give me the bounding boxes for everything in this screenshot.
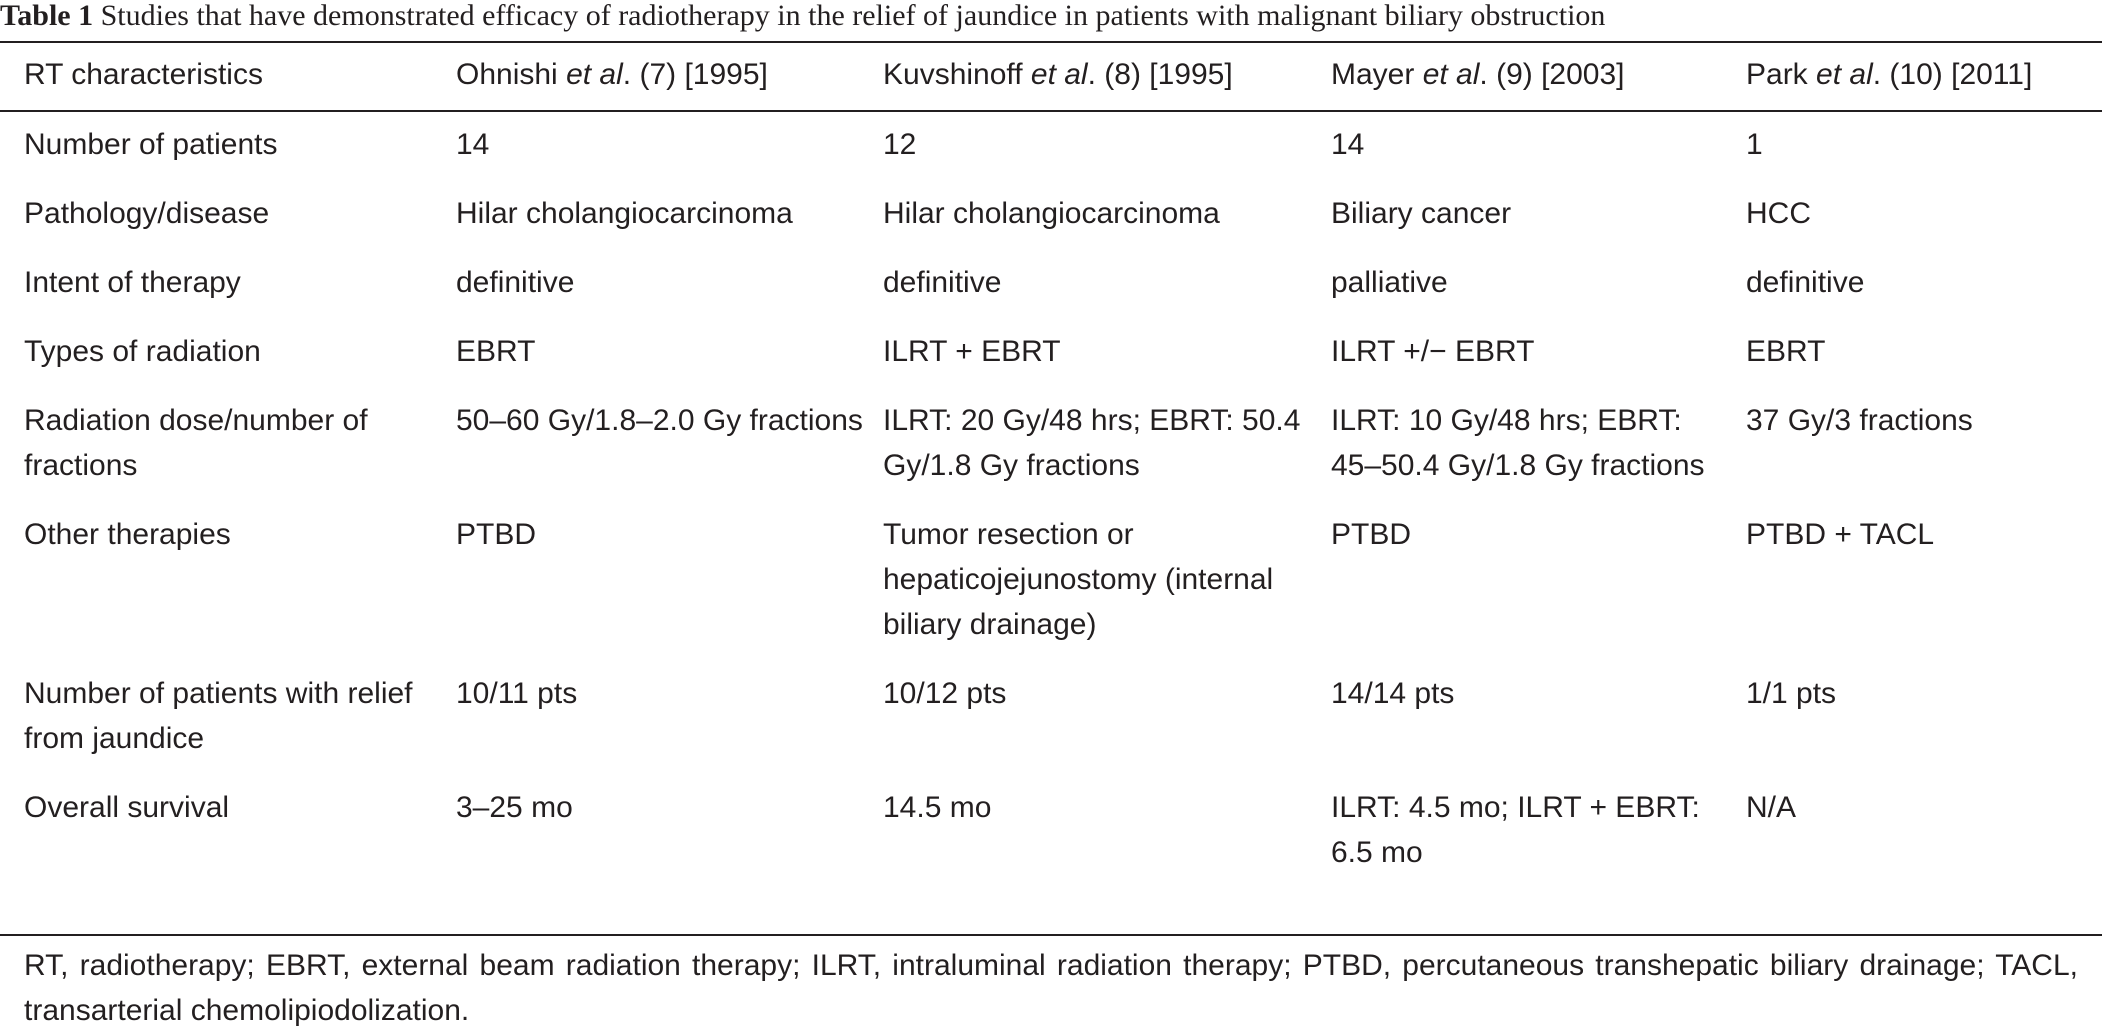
table-cell: palliative [1331,266,1448,299]
table-cell: 14 [456,128,490,161]
table-cell: ILRT +/− EBRT [1331,335,1535,368]
row-label: Number of patients [24,128,278,161]
header-author: Park [1746,58,1817,91]
table-cell: HCC [1746,197,1811,230]
header-ref-year: . (8) [1995] [1087,58,1233,91]
table-cell: Hilar cholangiocarcinoma [883,197,1220,230]
table-cell: 1/1 pts [1746,677,1837,710]
table-cell: ILRT: 4.5 mo; ILRT + EBRT: 6.5 mo [1331,791,1700,869]
table-caption [0,0,2102,40]
header-author: Kuvshinoff [883,58,1031,91]
table-cell: 14.5 mo [883,791,992,824]
header-ref-year: . (9) [2003] [1479,58,1625,91]
table-cell: 10/11 pts [456,677,578,710]
table-cell: Biliary cancer [1331,197,1512,230]
table-row [0,380,2102,494]
header-author: Mayer [1331,58,1423,91]
table-cell: 14 [1331,128,1365,161]
table-cell: definitive [1746,266,1865,299]
studies-table [0,42,2102,881]
table-cell: N/A [1746,791,1797,824]
table-row [0,311,2102,380]
table-header-row [0,42,2102,110]
table-row [0,173,2102,242]
table-cell: 12 [883,128,917,161]
table-row [0,242,2102,311]
header-et-al: et al [1816,58,1873,91]
table-cell: ILRT + EBRT [883,335,1061,368]
header-ref-year: . (10) [2011] [1872,58,2033,91]
table-cell: ILRT: 10 Gy/48 hrs; EBRT: 45–50.4 Gy/1.8 Gy fractions [1331,404,1705,482]
table-cell: EBRT [1746,335,1826,368]
header-et-al: et al [1030,58,1088,91]
row-label: Radiation dose/number of fractions [24,404,368,482]
header-study-park [1746,42,2102,110]
row-label: Overall survival [24,791,230,824]
header-study-mayer [1331,42,1746,110]
table-cell: definitive [883,266,1002,299]
table-caption-text: Studies that have demonstrated efficacy of radiotherapy in the relief of jaundice in patients with malignant biliary obstruction [100,0,1606,32]
header-et-al: et al [1422,58,1480,91]
table-cell: 10/12 pts [883,677,1007,710]
row-label: Intent of therapy [24,266,241,299]
table-cell: Tumor resection or hepaticojejunostomy (internal biliary drainage) [883,518,1274,641]
table-row [0,653,2102,767]
table-cell: 3–25 mo [456,791,573,824]
table-footnote: RT, radiotherapy; EBRT, external beam radiation therapy; ILRT, intraluminal radiation therapy; PTBD, percutaneous transhepatic biliary drainage; TACL, transarterial chemolipiodolization. [24,949,2078,1027]
row-label: Pathology/disease [24,197,270,230]
table-cell: EBRT [456,335,536,368]
table-cell: Hilar cholangiocarcinoma [456,197,793,230]
table-row [0,494,2102,653]
table-cell: PTBD + TACL [1746,518,1935,551]
table-cell: 14/14 pts [1331,677,1455,710]
table-cell: 50–60 Gy/1.8–2.0 Gy fractions [456,404,863,437]
table-cell: 37 Gy/3 fractions [1746,404,1973,437]
table-cell: PTBD [1331,518,1412,551]
table-row [0,110,2102,173]
row-label: Other therapies [24,518,231,551]
header-ref-year: . (7) [1995] [622,58,768,91]
table-caption-label: Table 1 [0,0,94,32]
table-row [0,767,2102,881]
table-cell: ILRT: 20 Gy/48 hrs; EBRT: 50.4 Gy/1.8 Gy fractions [883,404,1301,482]
header-et-al: et al [566,58,623,91]
header-study-kuvshinoff [883,42,1331,110]
table-bottom-rule [0,934,2102,936]
row-label: Types of radiation [24,335,261,368]
table-cell: PTBD [456,518,537,551]
header-rt-characteristics: RT characteristics [24,58,263,91]
header-author: Ohnishi [456,58,567,91]
table-cell: 1 [1746,128,1763,161]
row-label: Number of patients with relief from jaundice [24,677,413,755]
table-cell: definitive [456,266,575,299]
header-study-ohnishi [456,42,883,110]
